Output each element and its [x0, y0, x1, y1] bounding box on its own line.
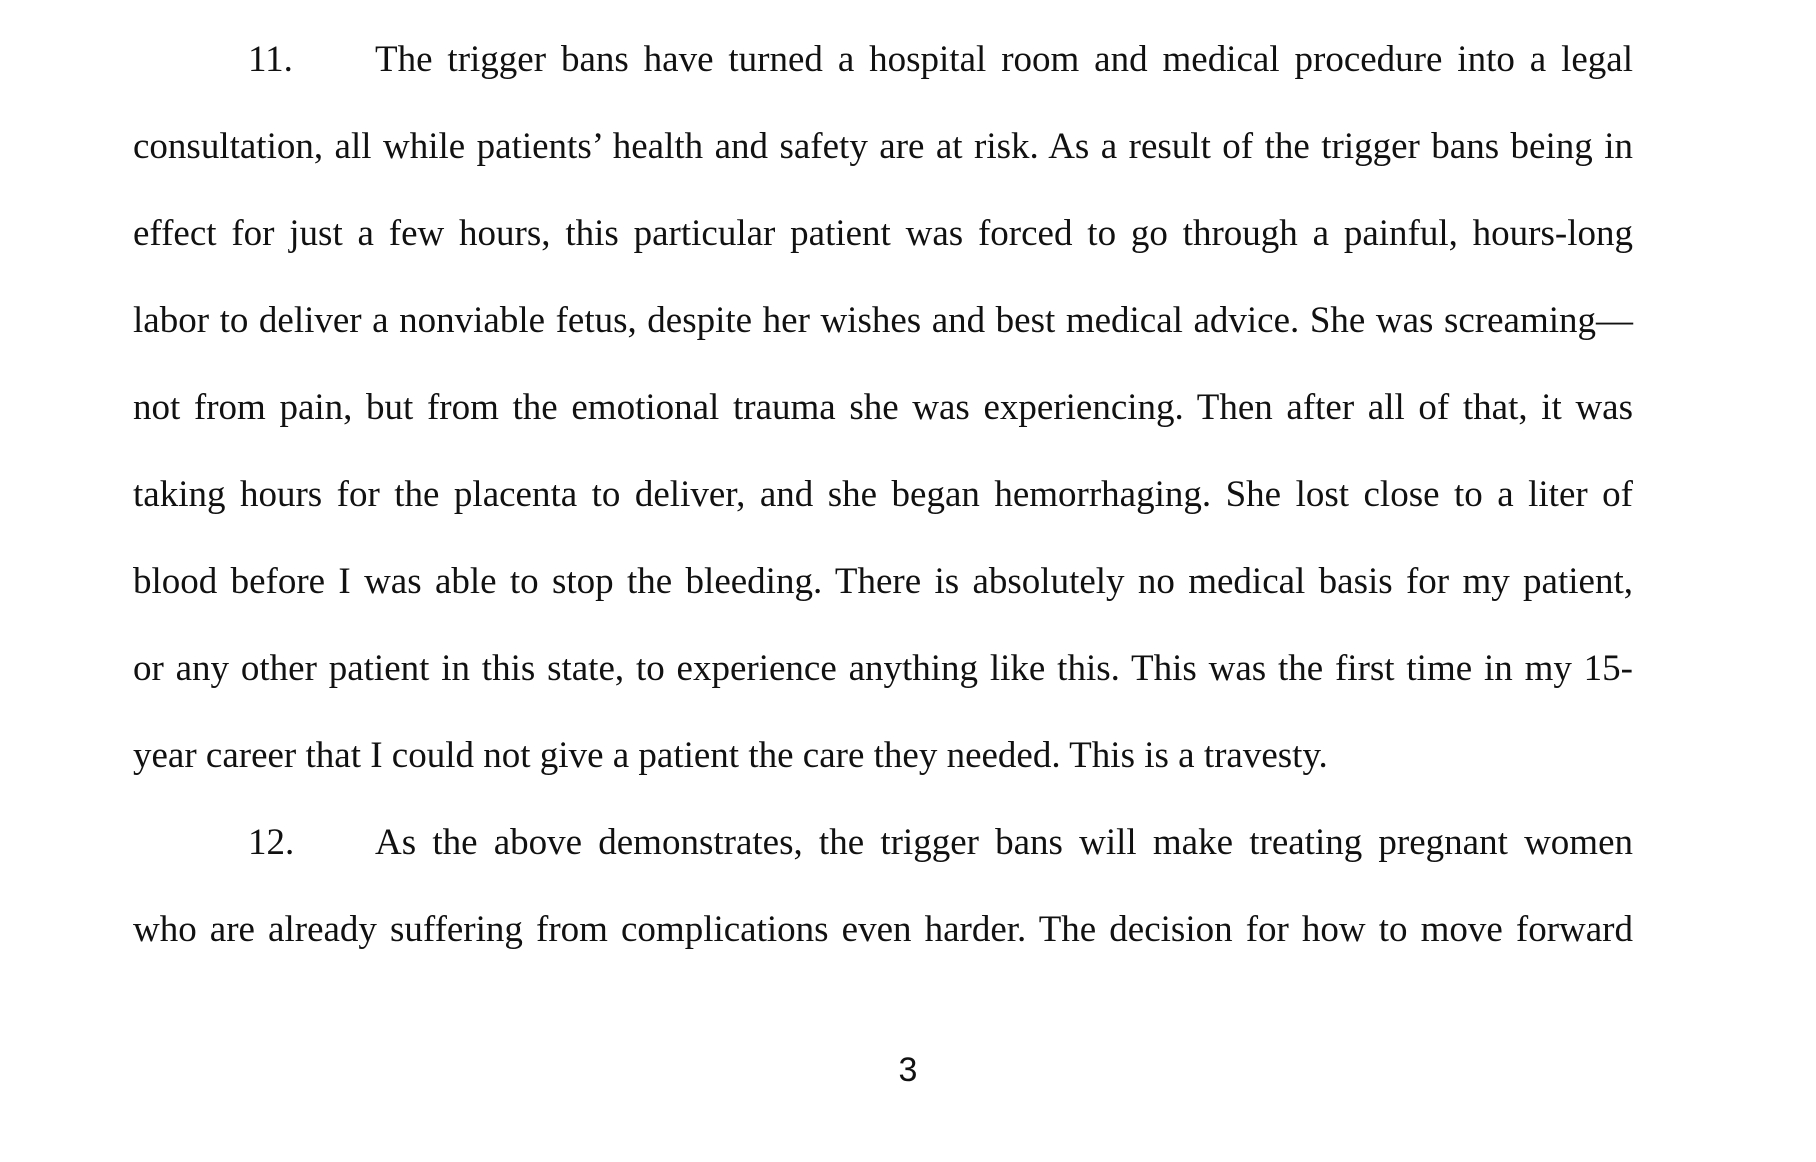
- paragraph-11-line-8: or any other patient in this state, to experience anything like this. This was the first time in my 15-: [133, 648, 1633, 689]
- paragraph-number: 11.: [248, 39, 293, 80]
- paragraph-number: 12.: [248, 822, 295, 863]
- paragraph-11-line-9: year career that I could not give a patient the care they needed. This is a travesty.: [133, 735, 1328, 776]
- paragraph-11-line-2: consultation, all while patients’ health and safety are at risk. As a result of the trigger bans being in: [133, 126, 1633, 167]
- paragraph-11-line-3: effect for just a few hours, this particular patient was forced to go through a painful, hours-long: [133, 213, 1633, 254]
- paragraph-11-line-4: labor to deliver a nonviable fetus, despite her wishes and best medical advice. She was screaming—: [133, 300, 1633, 341]
- paragraph-11-line-1: [133, 30, 1633, 90]
- paragraph-12-line-1: [133, 813, 1633, 873]
- paragraph-11-line-7: blood before I was able to stop the bleeding. There is absolutely no medical basis for my patient,: [133, 561, 1633, 602]
- paragraph-11-line-6: taking hours for the placenta to deliver, and she began hemorrhaging. She lost close to a liter of: [133, 474, 1633, 515]
- paragraph-12-line-2: who are already suffering from complications even harder. The decision for how to move forward: [133, 909, 1633, 950]
- paragraph-text: As the above demonstrates, the trigger bans will make treating pregnant women: [375, 822, 1633, 863]
- paragraph-text: The trigger bans have turned a hospital room and medical procedure into a legal: [375, 39, 1633, 80]
- paragraph-11-line-5: not from pain, but from the emotional trauma she was experiencing. Then after all of that, it was: [133, 387, 1633, 428]
- page-number: 3: [898, 1051, 918, 1089]
